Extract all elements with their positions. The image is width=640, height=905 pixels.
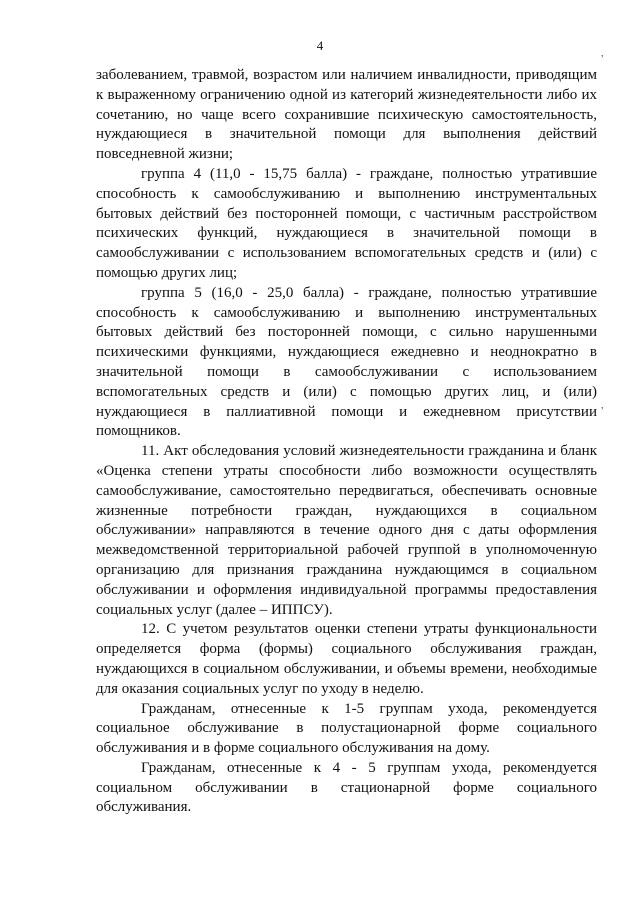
paragraph-item-11: 11. Акт обследования условий жизнедеятельности гражданина и бланк «Оценка степени утраты способности либо возможности осуществлять самообслуживание, самостоятельно передвигаться, обеспечивать основные жизненные потребности граждан, нуждающихся в социальном обслуживании» направляются в течение одного дня с даты оформления межведомственной территориальной рабочей группой в уполномоченную организацию для признания гражданина нуждающимся в социальном обслуживании и оформления индивидуальной программы предоставления социальных услуг (далее – ИППСУ). — [96, 443, 597, 618]
paragraph-group-4: группа 4 (11,0 - 15,75 балла) - граждане, полностью утратившие способность к самообслуживанию и выполнению инструментальных бытовых действий без посторонней помощи, с частичным расстройством психических функций, нуждающиеся в значительной помощи в самообслуживании с использованием вспомогательных средств и (или) с помощью других лиц; — [96, 165, 597, 281]
paragraph-groups-4-5: Гражданам, отнесенные к 4 - 5 группам ухода, рекомендуется социальном обслуживании в стационарной форме социального обслуживания. — [96, 759, 597, 816]
scan-mark: , — [601, 48, 604, 59]
scan-mark: , — [601, 400, 604, 411]
paragraph-group-5: группа 5 (16,0 - 25,0 балла) - граждане, полностью утратившие способность к самообслуживанию и выполнению инструментальных бытовых действий без посторонней помощи, с сильно нарушенными психическими функциями, нуждающиеся ежедневно и неоднократно в значительной помощи в самообслуживании с использованием вспомогательных средств и (или) с помощью других лиц, и (или) нуждающиеся в паллиативной помощи и ежедневном присутствии помощников. — [96, 284, 597, 440]
page-number: 4 — [316, 38, 324, 53]
body-text — [96, 66, 597, 818]
paragraph-groups-1-5: Гражданам, отнесенные к 1-5 группам ухода, рекомендуется социальное обслуживание в полустационарной форме социального обслуживания и в форме социального обслуживания на дому. — [96, 700, 597, 757]
paragraph-item-12: 12. С учетом результатов оценки степени утраты функциональности определяется форма (формы) социального обслуживания граждан, нуждающихся в социальном обслуживании, и объемы времени, необходимые для оказания социальных услуг по уходу в неделю. — [96, 621, 597, 697]
paragraph-continuation: заболеванием, травмой, возрастом или наличием инвалидности, приводящим к выраженному ограничению одной из категорий жизнедеятельности либо их сочетанию, но чаще всего сохранившие психическую самостоятельность, нуждающиеся в значительной помощи для выполнения действий повседневной жизни; — [96, 67, 597, 163]
